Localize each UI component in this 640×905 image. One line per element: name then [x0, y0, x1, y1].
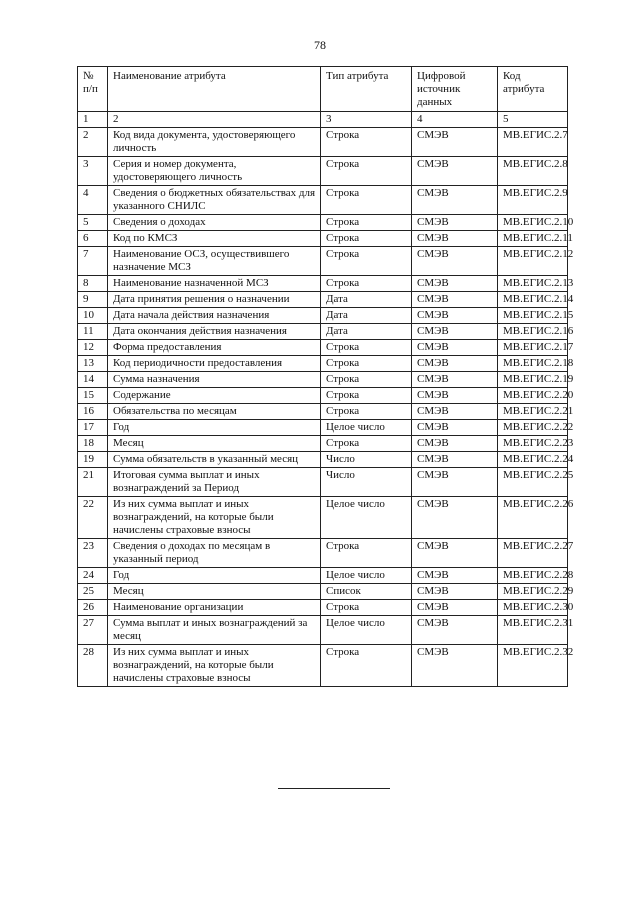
table-row [78, 539, 568, 568]
attribute-name-cell: Код периодичности предоставления [108, 356, 321, 372]
data-source-cell: СМЭВ [412, 468, 498, 497]
attribute-code-cell: МВ.ЕГИС.2.31 [498, 616, 568, 645]
data-source-cell: СМЭВ [412, 539, 498, 568]
data-source-cell: СМЭВ [412, 356, 498, 372]
data-source-cell: СМЭВ [412, 404, 498, 420]
table-row [78, 497, 568, 539]
row-number-cell: 11 [78, 324, 108, 340]
data-source-cell: СМЭВ [412, 568, 498, 584]
table-row [78, 276, 568, 292]
row-number-cell: 7 [78, 247, 108, 276]
data-source-cell: СМЭВ [412, 645, 498, 687]
attribute-code-cell: МВ.ЕГИС.2.23 [498, 436, 568, 452]
attribute-name-cell: Год [108, 420, 321, 436]
column-number-cell: 1 [78, 112, 108, 128]
attribute-type-cell: Дата [321, 308, 412, 324]
attribute-type-cell: Строка [321, 186, 412, 215]
attribute-code-cell: МВ.ЕГИС.2.13 [498, 276, 568, 292]
attribute-name-cell: Дата начала действия назначения [108, 308, 321, 324]
attribute-name-cell: Сумма назначения [108, 372, 321, 388]
row-number-cell: 14 [78, 372, 108, 388]
attribute-type-cell: Строка [321, 215, 412, 231]
data-source-cell: СМЭВ [412, 616, 498, 645]
table-row [78, 452, 568, 468]
attribute-type-cell: Строка [321, 356, 412, 372]
row-number-cell: 16 [78, 404, 108, 420]
attribute-type-cell: Строка [321, 539, 412, 568]
table-row [78, 584, 568, 600]
row-number-cell: 10 [78, 308, 108, 324]
attribute-code-cell: МВ.ЕГИС.2.24 [498, 452, 568, 468]
table-row [78, 600, 568, 616]
column-number-cell: 2 [108, 112, 321, 128]
attribute-code-cell: МВ.ЕГИС.2.27 [498, 539, 568, 568]
table-row [78, 128, 568, 157]
attribute-code-cell: МВ.ЕГИС.2.8 [498, 157, 568, 186]
data-source-cell: СМЭВ [412, 420, 498, 436]
row-number-cell: 25 [78, 584, 108, 600]
attribute-code-cell: МВ.ЕГИС.2.12 [498, 247, 568, 276]
row-number-cell: 15 [78, 388, 108, 404]
attribute-code-cell: МВ.ЕГИС.2.29 [498, 584, 568, 600]
attribute-type-cell: Строка [321, 388, 412, 404]
attribute-name-cell: Сумма обязательств в указанный месяц [108, 452, 321, 468]
data-source-cell: СМЭВ [412, 324, 498, 340]
data-source-cell: СМЭВ [412, 128, 498, 157]
row-number-cell: 21 [78, 468, 108, 497]
column-number-row [78, 112, 568, 128]
table-row [78, 645, 568, 687]
data-source-cell: СМЭВ [412, 584, 498, 600]
data-source-cell: СМЭВ [412, 340, 498, 356]
attribute-type-cell: Список [321, 584, 412, 600]
row-number-cell: 23 [78, 539, 108, 568]
attribute-type-cell: Строка [321, 231, 412, 247]
header-cell: Код атрибута [498, 67, 568, 112]
data-source-cell: СМЭВ [412, 497, 498, 539]
data-source-cell: СМЭВ [412, 308, 498, 324]
table-row [78, 231, 568, 247]
attribute-name-cell: Дата принятия решения о назначении [108, 292, 321, 308]
attribute-code-cell: МВ.ЕГИС.2.17 [498, 340, 568, 356]
table-row [78, 372, 568, 388]
attribute-code-cell: МВ.ЕГИС.2.26 [498, 497, 568, 539]
attribute-type-cell: Число [321, 468, 412, 497]
attribute-name-cell: Код по КМСЗ [108, 231, 321, 247]
row-number-cell: 28 [78, 645, 108, 687]
attribute-code-cell: МВ.ЕГИС.2.32 [498, 645, 568, 687]
table-row [78, 186, 568, 215]
attribute-name-cell: Сведения о доходах [108, 215, 321, 231]
attribute-name-cell: Содержание [108, 388, 321, 404]
table-row [78, 420, 568, 436]
attribute-type-cell: Число [321, 452, 412, 468]
attribute-name-cell: Обязательства по месяцам [108, 404, 321, 420]
attribute-code-cell: МВ.ЕГИС.2.30 [498, 600, 568, 616]
row-number-cell: 12 [78, 340, 108, 356]
data-source-cell: СМЭВ [412, 600, 498, 616]
row-number-cell: 19 [78, 452, 108, 468]
table-row [78, 468, 568, 497]
attribute-name-cell: Наименование организации [108, 600, 321, 616]
page-number: 78 [314, 38, 326, 52]
row-number-cell: 6 [78, 231, 108, 247]
attribute-name-cell: Серия и номер документа, удостоверяющего личность [108, 157, 321, 186]
attribute-code-cell: МВ.ЕГИС.2.20 [498, 388, 568, 404]
data-source-cell: СМЭВ [412, 452, 498, 468]
table-row [78, 616, 568, 645]
column-number-cell: 5 [498, 112, 568, 128]
attribute-type-cell: Целое число [321, 420, 412, 436]
attribute-type-cell: Строка [321, 340, 412, 356]
attribute-type-cell: Целое число [321, 497, 412, 539]
data-source-cell: СМЭВ [412, 186, 498, 215]
table-row [78, 215, 568, 231]
data-source-cell: СМЭВ [412, 215, 498, 231]
attribute-table [77, 66, 574, 687]
end-rule [278, 788, 390, 789]
row-number-cell: 9 [78, 292, 108, 308]
attribute-code-cell: МВ.ЕГИС.2.21 [498, 404, 568, 420]
attribute-code-cell: МВ.ЕГИС.2.28 [498, 568, 568, 584]
row-number-cell: 22 [78, 497, 108, 539]
attribute-code-cell: МВ.ЕГИС.2.25 [498, 468, 568, 497]
attribute-type-cell: Строка [321, 157, 412, 186]
data-source-cell: СМЭВ [412, 388, 498, 404]
attribute-name-cell: Дата окончания действия назначения [108, 324, 321, 340]
attribute-type-cell: Строка [321, 404, 412, 420]
table-row [78, 292, 568, 308]
attribute-type-cell: Строка [321, 247, 412, 276]
row-number-cell: 27 [78, 616, 108, 645]
table-row [78, 340, 568, 356]
attribute-code-cell: МВ.ЕГИС.2.10 [498, 215, 568, 231]
header-row [78, 67, 568, 112]
attribute-code-cell: МВ.ЕГИС.2.9 [498, 186, 568, 215]
row-number-cell: 5 [78, 215, 108, 231]
attribute-name-cell: Месяц [108, 584, 321, 600]
attribute-name-cell: Итоговая сумма выплат и иных вознаграждений за Период [108, 468, 321, 497]
attribute-code-cell: МВ.ЕГИС.2.7 [498, 128, 568, 157]
attribute-name-cell: Наименование назначенной МСЗ [108, 276, 321, 292]
attribute-type-cell: Строка [321, 128, 412, 157]
row-number-cell: 13 [78, 356, 108, 372]
table-row [78, 356, 568, 372]
attribute-type-cell: Дата [321, 324, 412, 340]
column-number-cell: 3 [321, 112, 412, 128]
data-source-cell: СМЭВ [412, 276, 498, 292]
attribute-code-cell: МВ.ЕГИС.2.11 [498, 231, 568, 247]
attribute-code-cell: МВ.ЕГИС.2.14 [498, 292, 568, 308]
table-row [78, 247, 568, 276]
row-number-cell: 17 [78, 420, 108, 436]
table-row [78, 157, 568, 186]
attribute-code-cell: МВ.ЕГИС.2.19 [498, 372, 568, 388]
attribute-type-cell: Строка [321, 645, 412, 687]
data-source-cell: СМЭВ [412, 157, 498, 186]
attribute-code-cell: МВ.ЕГИС.2.15 [498, 308, 568, 324]
attribute-code-cell: МВ.ЕГИС.2.22 [498, 420, 568, 436]
attribute-name-cell: Код вида документа, удостоверяющего личность [108, 128, 321, 157]
attribute-name-cell: Наименование ОСЗ, осуществившего назначение МСЗ [108, 247, 321, 276]
table-row [78, 568, 568, 584]
table-row [78, 324, 568, 340]
row-number-cell: 18 [78, 436, 108, 452]
attribute-name-cell: Сумма выплат и иных вознаграждений за месяц [108, 616, 321, 645]
attribute-type-cell: Строка [321, 600, 412, 616]
header-cell: Тип атрибута [321, 67, 412, 112]
attribute-type-cell: Строка [321, 276, 412, 292]
table-row [78, 388, 568, 404]
data-source-cell: СМЭВ [412, 231, 498, 247]
attribute-name-cell: Месяц [108, 436, 321, 452]
attribute-name-cell: Из них сумма выплат и иных вознаграждений, на которые были начислены страховые взносы [108, 645, 321, 687]
data-source-cell: СМЭВ [412, 372, 498, 388]
table-row [78, 308, 568, 324]
row-number-cell: 8 [78, 276, 108, 292]
header-cell: Наименование атрибута [108, 67, 321, 112]
attribute-name-cell: Сведения о бюджетных обязательствах для указанного СНИЛС [108, 186, 321, 215]
row-number-cell: 2 [78, 128, 108, 157]
header-cell: Цифровой источник данных [412, 67, 498, 112]
table-row [78, 404, 568, 420]
attribute-name-cell: Из них сумма выплат и иных вознаграждений, на которые были начислены страховые взносы [108, 497, 321, 539]
table-body [78, 128, 574, 687]
row-number-cell: 26 [78, 600, 108, 616]
attribute-type-cell: Целое число [321, 568, 412, 584]
column-number-cell: 4 [412, 112, 498, 128]
attribute-code-cell: МВ.ЕГИС.2.18 [498, 356, 568, 372]
row-number-cell: 3 [78, 157, 108, 186]
attribute-type-cell: Целое число [321, 616, 412, 645]
row-number-cell: 4 [78, 186, 108, 215]
attribute-code-cell: МВ.ЕГИС.2.16 [498, 324, 568, 340]
data-source-cell: СМЭВ [412, 247, 498, 276]
row-number-cell: 24 [78, 568, 108, 584]
attribute-type-cell: Дата [321, 292, 412, 308]
table-row [78, 436, 568, 452]
attribute-type-cell: Строка [321, 372, 412, 388]
data-source-cell: СМЭВ [412, 436, 498, 452]
attribute-name-cell: Год [108, 568, 321, 584]
attribute-type-cell: Строка [321, 436, 412, 452]
header-cell: № п/п [78, 67, 108, 112]
attribute-name-cell: Форма предоставления [108, 340, 321, 356]
attribute-name-cell: Сведения о доходах по месяцам в указанный период [108, 539, 321, 568]
data-source-cell: СМЭВ [412, 292, 498, 308]
